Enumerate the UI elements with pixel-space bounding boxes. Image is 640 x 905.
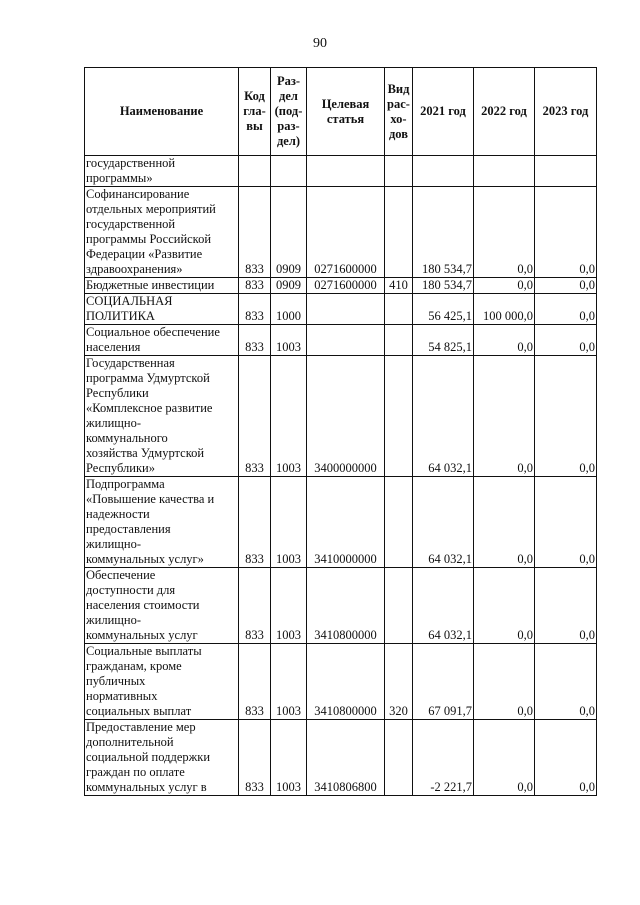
cell-section: 1003 [271,720,307,796]
table-row [85,720,597,796]
cell-expense-type [385,720,413,796]
name-line: Социальное обеспечение [86,325,220,339]
name-line: граждан по оплате [86,765,185,779]
table-row [85,325,597,356]
cell-amount-2023: 0,0 [535,720,597,796]
cell-target-item: 0271600000 [307,278,385,294]
name-line: социальных выплат [86,704,192,718]
cell-expense-type [385,568,413,644]
name-line: доступности для [86,583,176,597]
cell-amount-2022: 0,0 [474,356,535,477]
budget-table [84,67,597,796]
table-header-row [85,68,597,156]
cell-amount-2023: 0,0 [535,568,597,644]
name-line: государственной [86,217,176,231]
header-year-2022: 2022 год [474,68,535,156]
cell-amount-2023: 0,0 [535,278,597,294]
cell-amount-2023: 0,0 [535,644,597,720]
cell-name [85,187,239,278]
cell-name [85,720,239,796]
page-number: 90 [313,36,327,51]
cell-amount-2021: 56 425,1 [413,294,474,325]
cell-amount-2021: 67 091,7 [413,644,474,720]
cell-amount-2022: 100 000,0 [474,294,535,325]
name-line: населения [86,340,141,354]
cell-name [85,477,239,568]
name-line: Бюджетные инвестиции [86,278,215,292]
cell-chapter-code: 833 [239,187,271,278]
cell-section [271,156,307,187]
cell-expense-type [385,294,413,325]
cell-name [85,294,239,325]
cell-amount-2022: 0,0 [474,278,535,294]
cell-section: 1003 [271,568,307,644]
cell-target-item [307,294,385,325]
name-line: «Комплексное развитие [86,401,213,415]
cell-amount-2022 [474,156,535,187]
header-section: Раз- дел (под- раз- дел) [271,68,307,156]
cell-chapter-code: 833 [239,720,271,796]
cell-chapter-code: 833 [239,644,271,720]
cell-chapter-code [239,156,271,187]
cell-section: 1003 [271,644,307,720]
name-line: программы» [86,171,153,185]
cell-chapter-code: 833 [239,568,271,644]
table-row [85,187,597,278]
cell-target-item: 3410000000 [307,477,385,568]
name-line: коммунального [86,431,168,445]
name-line: Социальные выплаты [86,644,202,658]
name-line: нормативных [86,689,158,703]
header-expense-type: Вид рас- хо- дов [385,68,413,156]
name-line: ПОЛИТИКА [86,309,155,323]
cell-target-item: 3400000000 [307,356,385,477]
name-line: Федерации «Развитие [86,247,203,261]
name-line: жилищно- [86,416,141,430]
name-line: публичных [86,674,146,688]
table-row [85,294,597,325]
table-row [85,568,597,644]
name-line: Предоставление мер [86,720,196,734]
cell-chapter-code: 833 [239,356,271,477]
table-row [85,156,597,187]
cell-section: 1003 [271,356,307,477]
name-line: Республики» [86,461,155,475]
cell-amount-2022: 0,0 [474,325,535,356]
header-year-2023: 2023 год [535,68,597,156]
cell-target-item: 0271600000 [307,187,385,278]
name-line: коммунальных услуг [86,628,198,642]
name-line: коммунальных услуг» [86,552,204,566]
cell-amount-2021: 64 032,1 [413,568,474,644]
cell-name [85,356,239,477]
table-row [85,278,597,294]
cell-target-item [307,156,385,187]
name-line: Государственная [86,356,175,370]
header-name: Наименование [85,68,239,156]
cell-name [85,644,239,720]
name-line: программа Удмуртской [86,371,210,385]
cell-amount-2022: 0,0 [474,187,535,278]
cell-amount-2021: 64 032,1 [413,477,474,568]
name-line: жилищно- [86,613,141,627]
cell-expense-type: 320 [385,644,413,720]
cell-chapter-code: 833 [239,477,271,568]
cell-amount-2021: 54 825,1 [413,325,474,356]
table-row [85,356,597,477]
cell-target-item: 3410806800 [307,720,385,796]
name-line: населения стоимости [86,598,200,612]
name-line: жилищно- [86,537,141,551]
cell-section: 0909 [271,278,307,294]
cell-expense-type [385,477,413,568]
name-line: государственной [86,156,176,170]
table-body [85,156,597,796]
cell-amount-2023: 0,0 [535,477,597,568]
cell-amount-2023 [535,156,597,187]
cell-amount-2021: 180 534,7 [413,278,474,294]
cell-section: 1000 [271,294,307,325]
cell-expense-type [385,156,413,187]
name-line: гражданам, кроме [86,659,182,673]
cell-amount-2023: 0,0 [535,356,597,477]
cell-expense-type: 410 [385,278,413,294]
cell-amount-2022: 0,0 [474,568,535,644]
name-line: предоставления [86,522,171,536]
name-line: дополнительной [86,735,174,749]
name-line: СОЦИАЛЬНАЯ [86,294,173,308]
table-row [85,477,597,568]
name-line: здравоохранения» [86,262,183,276]
name-line: «Повышение качества и [86,492,215,506]
cell-amount-2021: -2 221,7 [413,720,474,796]
name-line: коммунальных услуг в [86,780,207,794]
cell-expense-type [385,187,413,278]
cell-section: 1003 [271,325,307,356]
cell-amount-2023: 0,0 [535,187,597,278]
name-line: программы Российской [86,232,212,246]
name-line: социальной поддержки [86,750,211,764]
cell-chapter-code: 833 [239,278,271,294]
header-chapter-code: Код гла- вы [239,68,271,156]
header-year-2021: 2021 год [413,68,474,156]
cell-section: 1003 [271,477,307,568]
cell-target-item: 3410800000 [307,644,385,720]
table-row [85,644,597,720]
cell-chapter-code: 833 [239,325,271,356]
cell-name [85,156,239,187]
cell-section: 0909 [271,187,307,278]
cell-target-item: 3410800000 [307,568,385,644]
cell-name [85,278,239,294]
cell-amount-2022: 0,0 [474,720,535,796]
cell-amount-2021 [413,156,474,187]
name-line: Софинансирование [86,187,190,201]
cell-chapter-code: 833 [239,294,271,325]
cell-expense-type [385,356,413,477]
name-line: Республики [86,386,149,400]
name-line: хозяйства Удмуртской [86,446,205,460]
cell-amount-2022: 0,0 [474,644,535,720]
cell-name [85,325,239,356]
header-target-item: Целевая статья [307,68,385,156]
cell-expense-type [385,325,413,356]
cell-amount-2021: 180 534,7 [413,187,474,278]
cell-target-item [307,325,385,356]
name-line: надежности [86,507,150,521]
cell-amount-2023: 0,0 [535,325,597,356]
cell-name [85,568,239,644]
name-line: Обеспечение [86,568,156,582]
name-line: отдельных мероприятий [86,202,216,216]
cell-amount-2022: 0,0 [474,477,535,568]
name-line: Подпрограмма [86,477,165,491]
cell-amount-2021: 64 032,1 [413,356,474,477]
cell-amount-2023: 0,0 [535,294,597,325]
